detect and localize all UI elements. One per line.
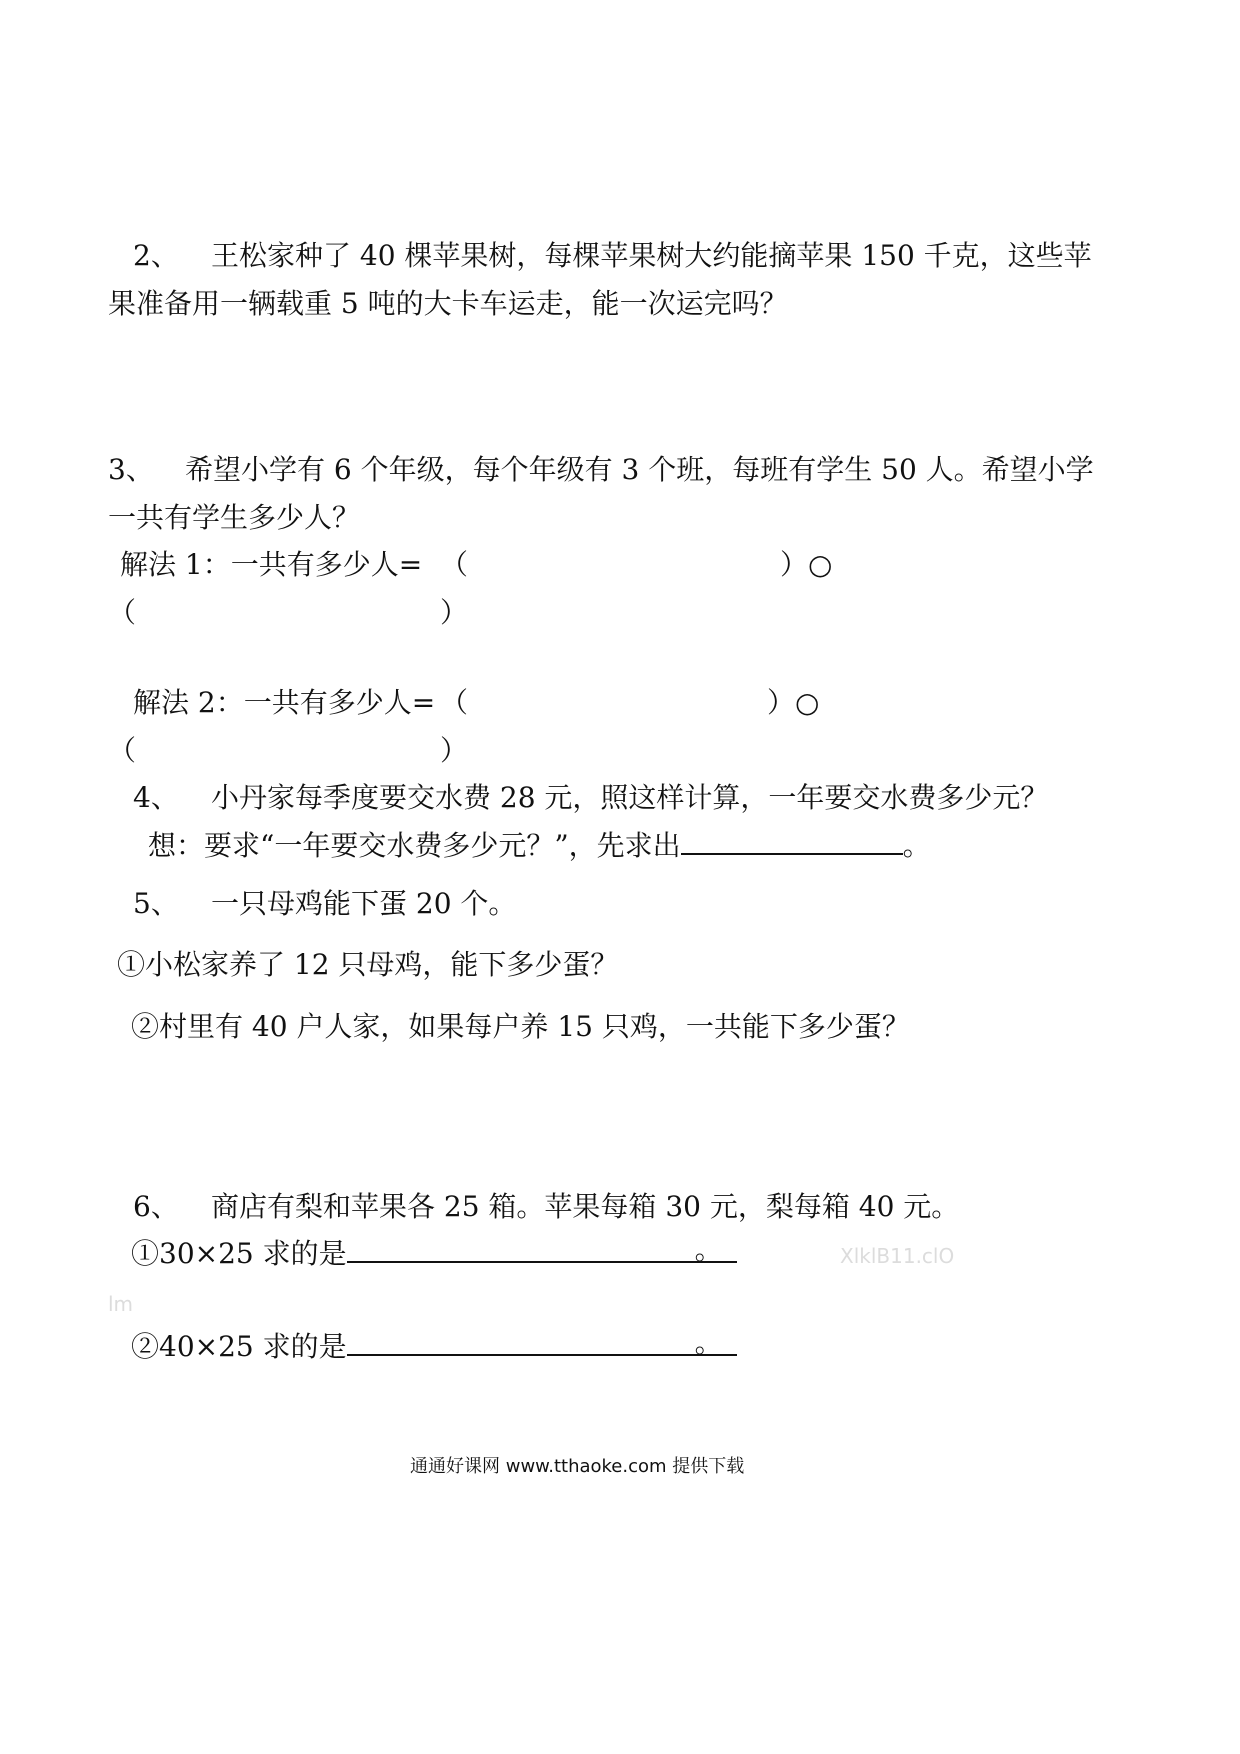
q5-text-line1: 一只母鸡能下蛋 20 个。 <box>211 887 517 920</box>
q3-method2-open-paren: （ <box>440 686 469 719</box>
q3-text-line1: 希望小学有 6 个年级，每个年级有 3 个班，每班有学生 50 人。希望小学 <box>185 453 1094 486</box>
q2-number: 2、 <box>133 239 179 272</box>
q6-sub1-blank[interactable] <box>347 1233 737 1266</box>
q4-answer-blank[interactable] <box>681 829 903 855</box>
q5-sub1: ①小松家养了 12 只母鸡，能下多少蛋？ <box>117 948 619 981</box>
q3-method2-close-paren: ）○ <box>767 686 820 719</box>
q4-number: 4、 <box>133 781 179 814</box>
q2-text-line1: 王松家种了 40 棵苹果树，每棵苹果树大约能摘苹果 150 千克，这些苹 <box>211 239 1092 272</box>
q6-sub1 <box>131 1233 737 1271</box>
q4-text-line1: 小丹家每季度要交水费 28 元，照这样计算，一年要交水费多少元？ <box>211 781 1049 814</box>
q5-number: 5、 <box>133 887 179 920</box>
footer-source: 通通好课网 www.tthaoke.com 提供下载 <box>410 1456 745 1477</box>
q4-hint <box>148 829 931 863</box>
q3-method2-line2-open: （ <box>108 734 137 767</box>
q3-method1-label: 解法 1：一共有多少人= <box>120 548 423 581</box>
q3-method2-label: 解法 2：一共有多少人= <box>133 686 436 719</box>
q3-method1-open-paren: （ <box>440 548 469 581</box>
watermark-left: lm <box>108 1292 134 1316</box>
watermark-right: XlklB11.clO <box>840 1244 955 1268</box>
q3-number: 3、 <box>108 453 154 486</box>
q3-text-line2: 一共有学生多少人？ <box>108 501 361 534</box>
q6-text-line1: 商店有梨和苹果各 25 箱。苹果每箱 30 元，梨每箱 40 元。 <box>211 1190 960 1223</box>
q3-method1-line2-open: （ <box>108 596 137 629</box>
q4-hint-end: 。 <box>902 829 931 862</box>
q6-sub1-end: 。 <box>694 1233 723 1266</box>
q6-sub2-text: ②40×25 求的是 <box>131 1330 347 1363</box>
q6-number: 6、 <box>133 1190 179 1223</box>
q6-sub1-text: ①30×25 求的是 <box>131 1237 347 1270</box>
q6-sub2-end: 。 <box>694 1326 723 1359</box>
q2-text-line2: 果准备用一辆载重 5 吨的大卡车运走，能一次运完吗？ <box>108 287 788 320</box>
q5-sub2: ②村里有 40 户人家，如果每户养 15 只鸡，一共能下多少蛋？ <box>131 1010 910 1043</box>
q3-method1-line2-close: ） <box>440 596 469 629</box>
q6-sub2-blank[interactable] <box>347 1326 737 1359</box>
q6-sub2 <box>131 1326 737 1364</box>
q3-method1-close-paren: ）○ <box>780 548 833 581</box>
q3-method2-line2-close: ） <box>440 734 469 767</box>
q4-hint-text: 想：要求“一年要交水费多少元？”，先求出 <box>148 829 681 862</box>
